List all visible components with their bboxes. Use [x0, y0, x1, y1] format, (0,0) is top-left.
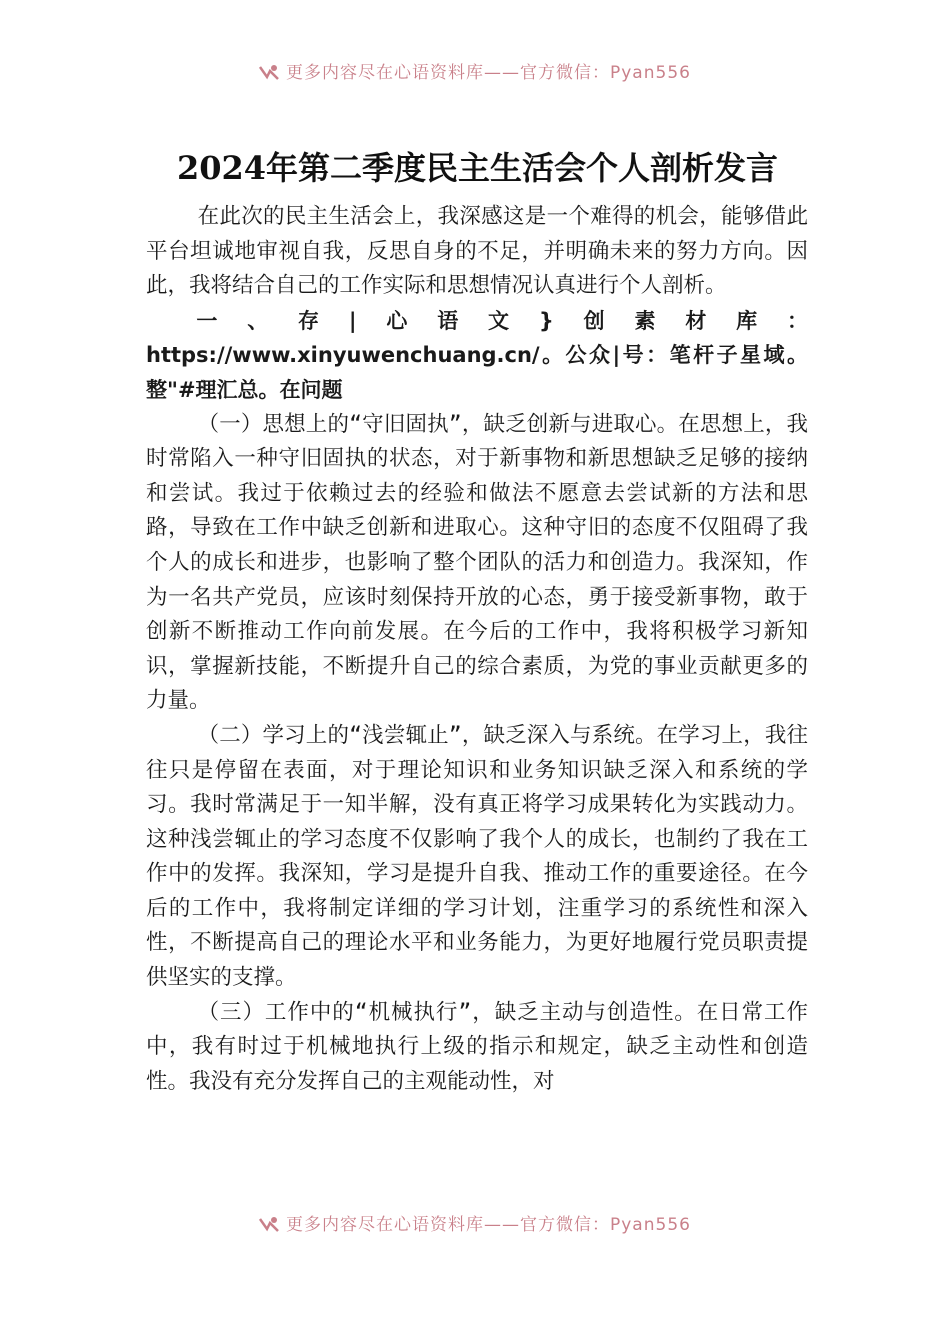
document-body [146, 200, 808, 1099]
footer-watermark [258, 1210, 738, 1234]
body-paragraph: （二）学习上的“浅尝辄止”，缺乏深入与系统。在学习上，我往往只是停留在表面，对于理论知识和业务知识缺乏深入和系统的学习。我时常满足于一知半解，没有真正将学习成果转化为实践动力。这种浅尝辄止的学习态度不仅影响了我个人的成长，也制约了我在工作中的发挥。我深知，学习是提升自我、推动工作的重要途径。在今后的工作中，我将制定详细的学习计划，注重学习的系统性和深入性，不断提高自己的理论水平和业务能力，为更好地履行党员职责提供坚实的支撑。 [146, 722, 808, 991]
body-paragraph: （三）工作中的“机械执行”，缺乏主动与创造性。在日常工作中，我有时过于机械地执行上级的指示和规定，缺乏主动性和创造性。我没有充分发挥自己的主观能动性，对 [146, 999, 808, 1094]
section-heading: 一、存|心语文}创素材库：https://www.xinyuwenchuang.cn/。公众|号：笔杆子星域。整"#理汇总。在问题 [146, 308, 808, 402]
intro-paragraph: 在此次的民主生活会上，我深感这是一个难得的机会，能够借此平台坦诚地审视自我，反思自身的不足，并明确未来的努力方向。因此，我将结合自己的工作实际和思想情况认真进行个人剖析。 [146, 204, 808, 299]
watermark-logo-icon [258, 1215, 280, 1233]
document-title: 2024年第二季度民主生活会个人剖析发言 [176, 149, 779, 187]
watermark-text: 更多内容尽在心语资料库——官方微信：Pyan556 [286, 1215, 691, 1234]
header-watermark [258, 58, 738, 82]
watermark-logo-icon [258, 63, 280, 81]
watermark-text: 更多内容尽在心语资料库——官方微信：Pyan556 [286, 63, 691, 82]
body-paragraph: （一）思想上的“守旧固执”，缺乏创新与进取心。在思想上，我时常陷入一种守旧固执的状态，对于新事物和新思想缺乏足够的接纳和尝试。我过于依赖过去的经验和做法不愿意去尝试新的方法和思路，导致在工作中缺乏创新和进取心。这种守旧的态度不仅阻碍了我个人的成长和进步，也影响了整个团队的活力和创造力。我深知，作为一名共产党员，应该时刻保持开放的心态，勇于接受新事物，敢于创新不断推动工作向前发展。在今后的工作中，我将积极学习新知识，掌握新技能，不断提升自己的综合素质，为党的事业贡献更多的力量。 [146, 411, 808, 714]
